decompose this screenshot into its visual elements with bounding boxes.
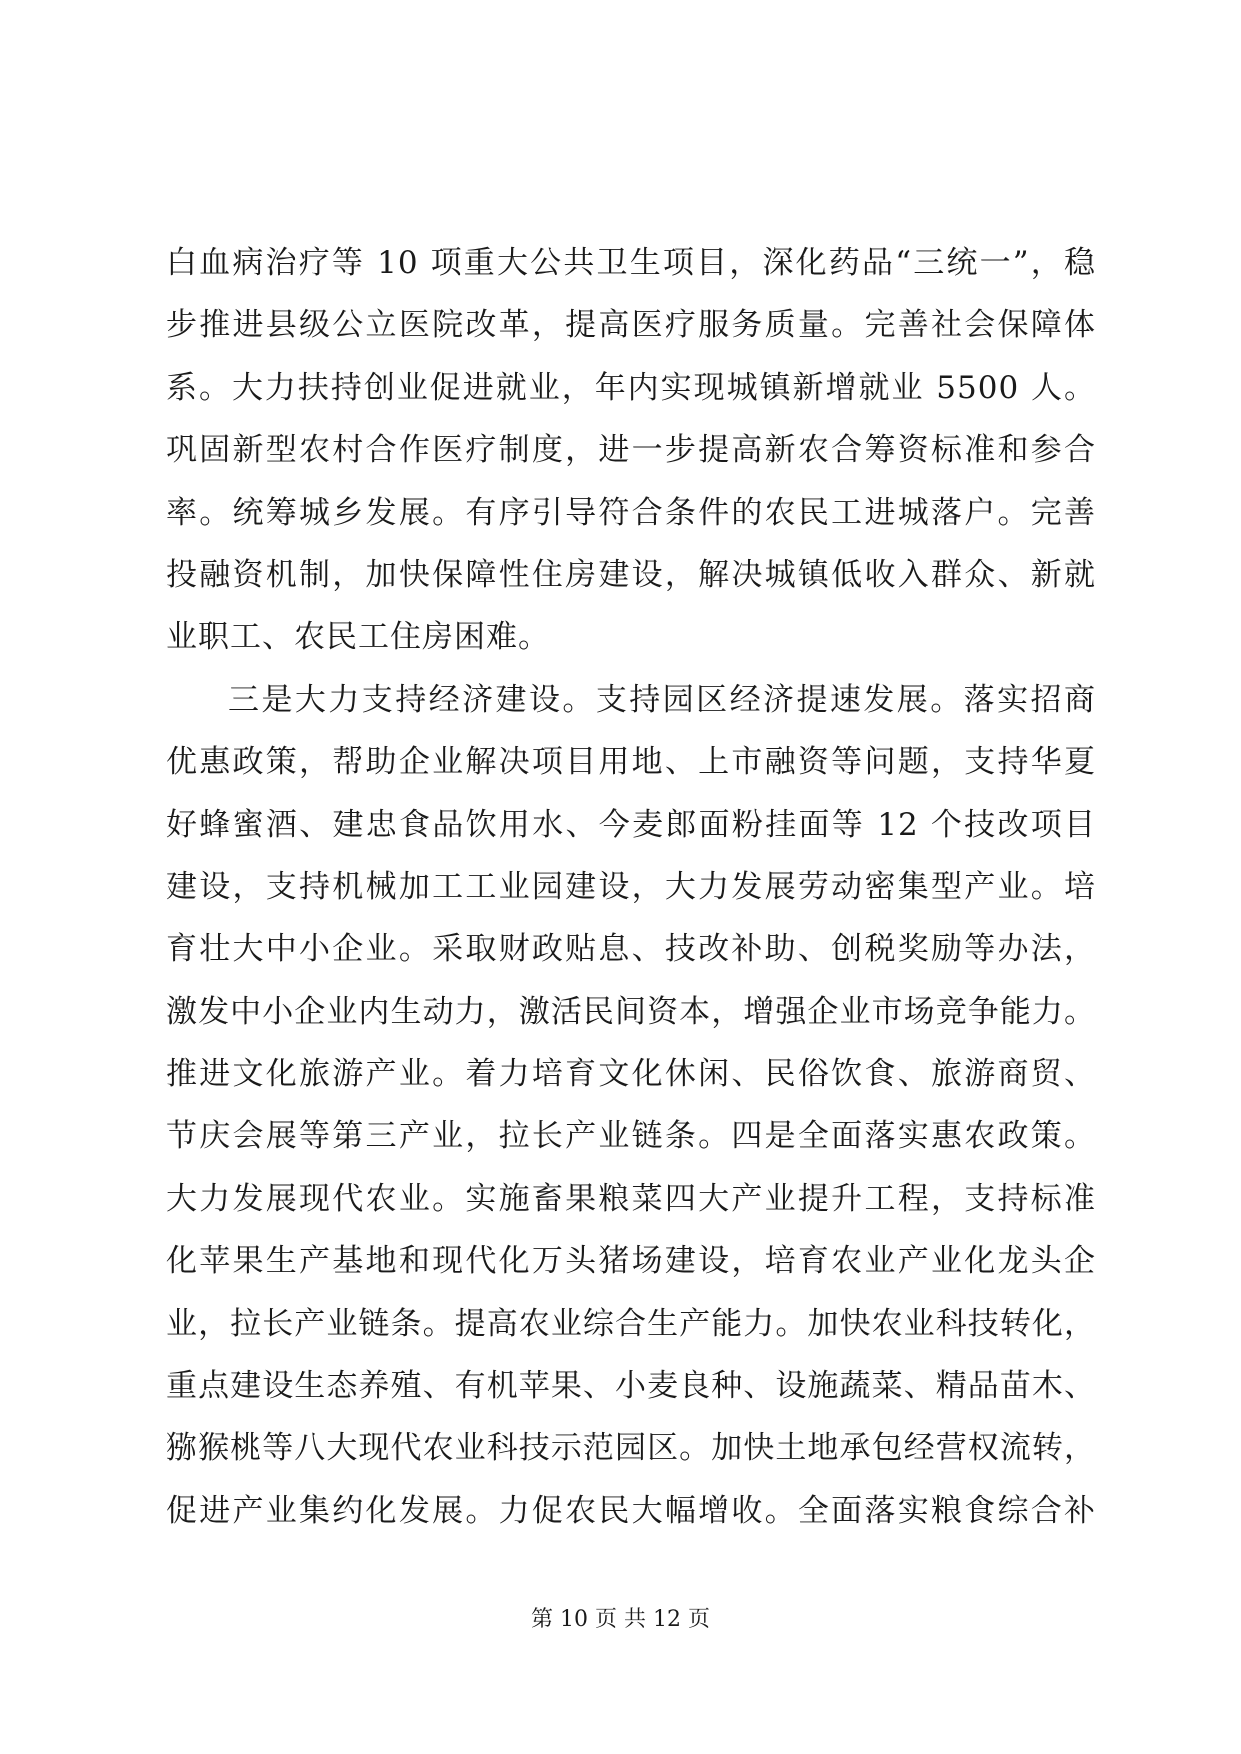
text-line: 节庆会展等第三产业，拉长产业链条。四是全面落实惠农政策。 [166,1118,1096,1155]
text-line: 步推进县级公立医院改革，提高医疗服务质量。完善社会保障体 [166,307,1096,344]
text-line: 优惠政策，帮助企业解决项目用地、上市融资等问题，支持华夏 [166,744,1096,781]
paragraph-start-line: 三是大力支持经济建设。支持园区经济提速发展。落实招商 [228,681,1096,718]
page-number-label: 第 10 页 共 12 页 [531,1607,710,1632]
text-line: 建设，支持机械加工工业园建设，大力发展劳动密集型产业。培 [166,868,1096,905]
text-line: 率。统筹城乡发展。有序引导符合条件的农民工进城落户。完善 [166,494,1096,531]
text-line: 业职工、农民工住房困难。 [166,619,550,656]
text-line: 投融资机制，加快保障性住房建设，解决城镇低收入群众、新就 [166,556,1096,593]
page-footer [0,1604,1241,1636]
body-text [166,232,1096,1542]
text-line: 推进文化旅游产业。着力培育文化休闲、民俗饮食、旅游商贸、 [166,1056,1096,1093]
text-line: 好蜂蜜酒、建忠食品饮用水、今麦郎面粉挂面等 12 个技改项目 [166,806,1096,843]
text-line: 化苹果生产基地和现代化万头猪场建设，培育农业产业化龙头企 [166,1243,1096,1280]
text-line: 猕猴桃等八大现代农业科技示范园区。加快土地承包经营权流转， [166,1430,1096,1467]
text-line: 巩固新型农村合作医疗制度，进一步提高新农合筹资标准和参合 [166,432,1096,469]
text-line: 促进产业集约化发展。力促农民大幅增收。全面落实粮食综合补 [166,1492,1096,1529]
text-line: 业，拉长产业链条。提高农业综合生产能力。加快农业科技转化， [166,1305,1096,1342]
text-line: 激发中小企业内生动力，激活民间资本，增强企业市场竞争能力。 [166,993,1096,1030]
text-line: 白血病治疗等 10 项重大公共卫生项目，深化药品“三统一”，稳 [166,245,1096,281]
text-line: 大力发展现代农业。实施畜果粮菜四大产业提升工程，支持标准 [166,1180,1096,1217]
text-line: 系。大力扶持创业促进就业，年内实现城镇新增就业 5500 人。 [166,369,1096,406]
text-line: 育壮大中小企业。采取财政贴息、技改补助、创税奖励等办法， [166,931,1096,968]
text-line: 重点建设生态养殖、有机苹果、小麦良种、设施蔬菜、精品苗木、 [166,1368,1096,1405]
